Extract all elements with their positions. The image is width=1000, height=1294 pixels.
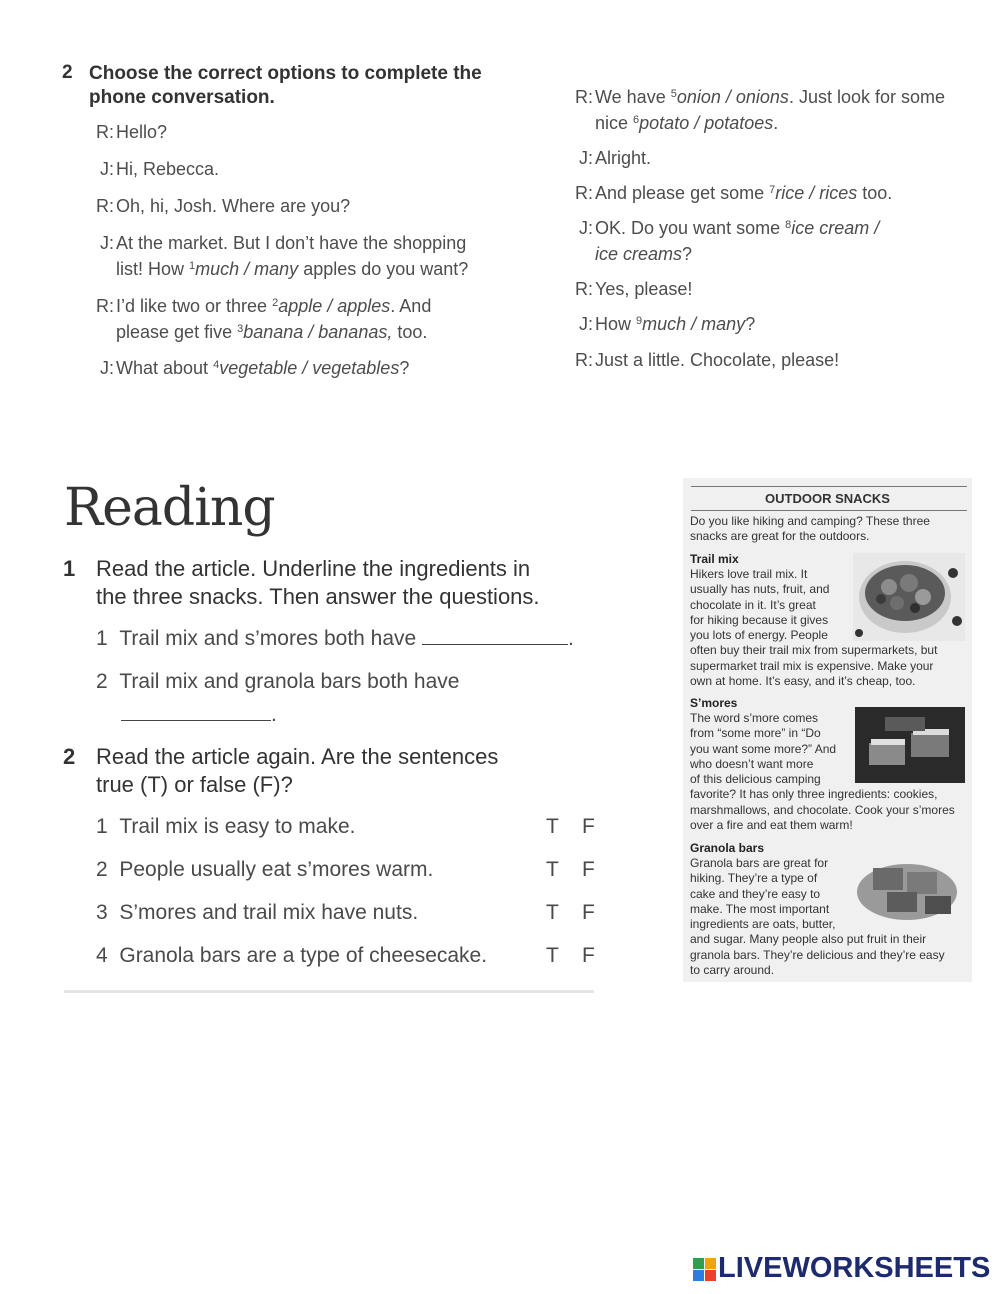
answer-options[interactable]: much / many (642, 314, 746, 334)
answer-options[interactable]: onion / onions (676, 87, 789, 107)
answer-options[interactable]: vegetable / vegetables (219, 358, 400, 378)
true-option[interactable]: T (546, 901, 559, 924)
true-option[interactable]: T (546, 858, 559, 881)
answer-options[interactable]: much / many (195, 259, 299, 279)
answer-options[interactable]: potato / potatoes (639, 113, 774, 133)
question-item-continuation: . (121, 702, 277, 727)
tf-statement: 4 Granola bars are a type of cheesecake. (96, 944, 488, 967)
article-intro: Do you like hiking and camping? These three snacks are great for the outdoors. (690, 514, 930, 544)
question-number: 1 (63, 556, 76, 581)
article-paragraph: Hikers love trail mix. It usually has nuts, fruit, and chocolate in it. It’s great for hiking because it gives you lots of energy. People often buy their trail mix from supermarkets, but supermarket trail mix is expensive. Make your own at home. It’s easy, and it’s cheap, too. (690, 567, 938, 689)
article-heading: Granola bars (690, 841, 765, 855)
tf-statement: 3 S’mores and trail mix have nuts. (96, 901, 419, 924)
question-number: 2 (63, 744, 76, 769)
trail-mix-image (853, 553, 965, 641)
article-paragraph: Granola bars are great for hiking. They’re a type of cake and they’re easy to make. The most important ingredients are oats, butter, and sugar. Many people also put fruit in their granola bars. They’re delicious and they’re easy to carry around. (690, 856, 945, 978)
false-option[interactable]: F (582, 944, 595, 967)
question-instruction: Read the article. Underline the ingredients in the three snacks. Then answer the questions. (96, 556, 540, 609)
question-item: 1 Trail mix and s’mores both have . (96, 627, 574, 650)
answer-options[interactable]: apple / apples (278, 296, 391, 316)
liveworksheets-logo-text: LIVEWORKSHEETS (718, 1252, 991, 1284)
tf-statement: 2 People usually eat s’mores warm. (96, 858, 434, 881)
liveworksheets-logo-icon (693, 1255, 717, 1285)
article-panel (683, 478, 972, 982)
answer-options[interactable]: rice / rices (775, 183, 858, 203)
article-rule (691, 510, 967, 511)
false-option[interactable]: F (582, 815, 595, 838)
article-heading: Trail mix (690, 552, 739, 566)
true-option[interactable]: T (546, 944, 559, 967)
reading-title: Reading (64, 478, 275, 538)
tf-statement: 1 Trail mix is easy to make. (96, 815, 356, 838)
article-heading: S’mores (690, 696, 738, 710)
true-option[interactable]: T (546, 815, 559, 838)
answer-blank[interactable] (121, 702, 271, 721)
answer-blank[interactable] (422, 626, 568, 645)
exercise-number: 2 (62, 62, 73, 83)
article-paragraph: The word s’more comes from “some more” in “Do you want some more?” And who doesn’t want more of this delicious camping favorite? It has only three ingredients: cookies, marshmallows, and chocolate. Cook your s’mores over a fire and eat them warm! (690, 711, 955, 833)
exercise-instruction: Choose the correct options to complete the phone conversation. (89, 63, 482, 108)
answer-options[interactable]: banana / bananas, (243, 322, 393, 342)
smores-image (855, 707, 965, 783)
false-option[interactable]: F (582, 858, 595, 881)
article-title: OUTDOOR SNACKS (765, 491, 890, 506)
answer-options[interactable]: ice creams (595, 244, 683, 264)
answer-options[interactable]: ice cream / (791, 218, 880, 238)
granola-bars-image (855, 846, 967, 924)
article-rule (691, 486, 967, 487)
question-item: 2 Trail mix and granola bars both have (96, 670, 460, 693)
section-divider (64, 990, 594, 993)
false-option[interactable]: F (582, 901, 595, 924)
question-instruction: Read the article again. Are the sentences true (T) or false (F)? (96, 744, 499, 797)
